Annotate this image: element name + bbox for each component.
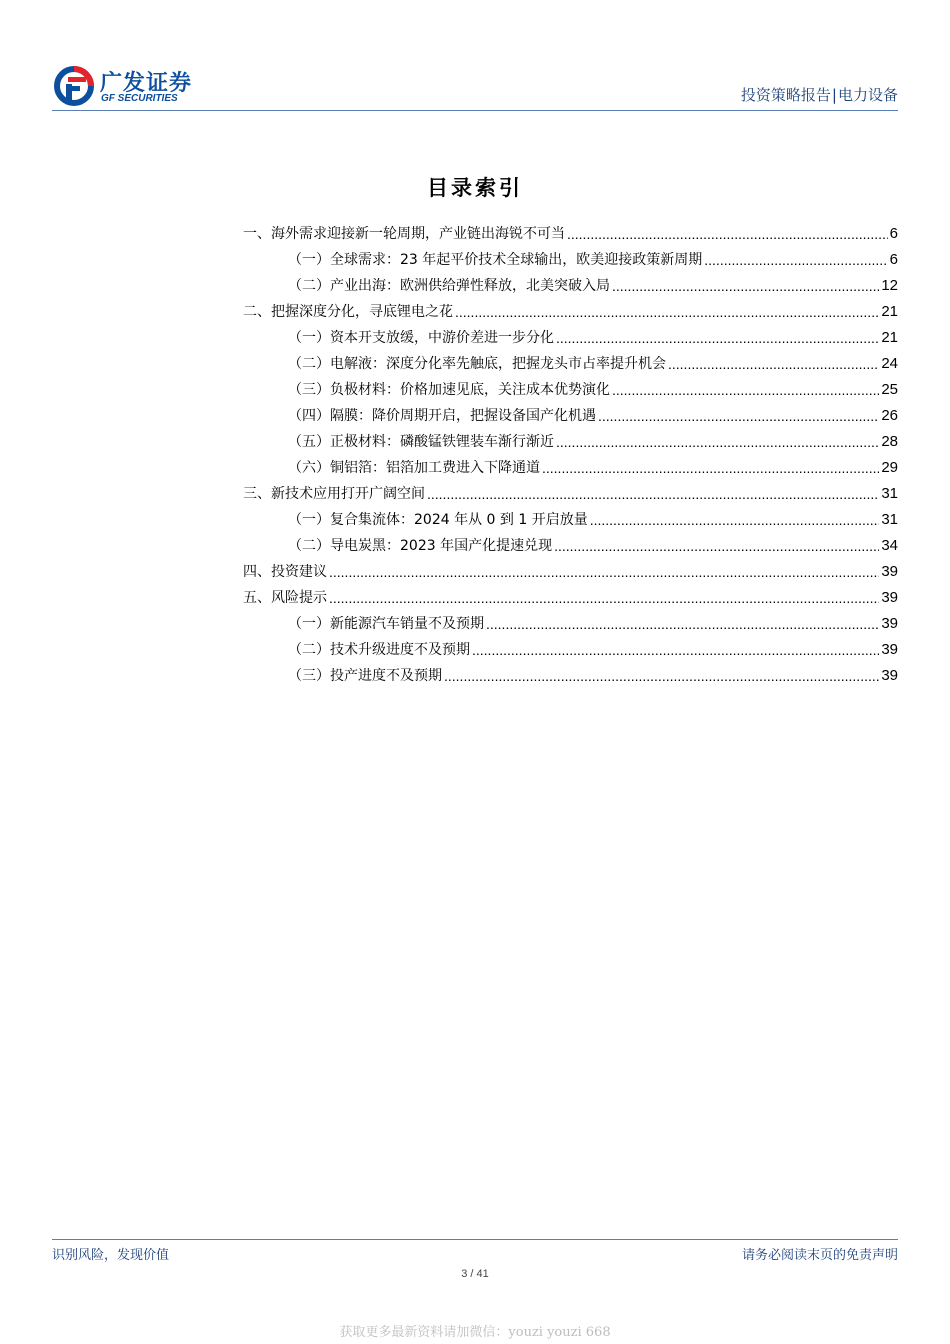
- toc-entry-page: 31: [881, 485, 898, 502]
- toc-entry-label: （六）铜铝箔：铝箔加工费进入下降通道: [288, 460, 540, 476]
- footer-slogan: 识别风险，发现价值: [52, 1248, 170, 1263]
- toc-dot-leader: [567, 225, 888, 243]
- toc-dot-leader: [554, 537, 879, 555]
- toc-entry[interactable]: [243, 269, 898, 295]
- toc-entry[interactable]: [243, 581, 898, 607]
- toc-entry-page: 12: [881, 277, 898, 294]
- toc-entry-label: （二）技术升级进度不及预期: [288, 642, 470, 658]
- toc-entry[interactable]: [243, 555, 898, 581]
- toc-dot-leader: [590, 511, 880, 529]
- toc-entry-page: 21: [881, 329, 898, 346]
- report-sector: 电力设备: [837, 86, 898, 104]
- toc-entry-label: （五）正极材料：磷酸锰铁锂装车渐行渐近: [288, 434, 554, 450]
- toc-entry[interactable]: [243, 373, 898, 399]
- toc-dot-leader: [668, 355, 879, 373]
- toc-entry-page: 39: [881, 589, 898, 606]
- toc-dot-leader: [486, 615, 879, 633]
- toc-dot-leader: [427, 485, 879, 503]
- toc-entry[interactable]: [243, 607, 898, 633]
- toc-entry-page: 31: [881, 511, 898, 528]
- toc-entry[interactable]: [243, 425, 898, 451]
- gf-logo-icon: [52, 64, 96, 108]
- logo-name: 广发证券: [100, 71, 193, 96]
- toc-entry-label: 一、海外需求迎接新一轮周期，产业链出海锐不可当: [243, 226, 565, 242]
- toc-dot-leader: [329, 563, 879, 581]
- toc-entry[interactable]: [243, 529, 898, 555]
- toc-entry-page: 6: [889, 251, 898, 268]
- toc-entry-label: （二）导电炭黑：2023 年国产化提速兑现: [288, 538, 553, 554]
- toc-entry-page: 24: [881, 355, 898, 372]
- toc-entry-page: 39: [881, 615, 898, 632]
- toc-dot-leader: [704, 251, 887, 269]
- toc-dot-leader: [542, 459, 879, 477]
- toc-entry-page: 39: [881, 667, 898, 684]
- report-type: 投资策略报告: [740, 86, 831, 104]
- toc-entry-page: 34: [881, 537, 898, 554]
- toc-entry-label: （二）产业出海：欧洲供给弹性释放，北美突破入局: [288, 278, 610, 294]
- toc-entry-page: 39: [881, 641, 898, 658]
- toc-dot-leader: [612, 277, 879, 295]
- toc-entry-label: （四）隔膜：降价周期开启，把握设备国产化机遇: [288, 408, 596, 424]
- report-category: [741, 84, 898, 105]
- toc-entry[interactable]: [243, 451, 898, 477]
- toc-entry[interactable]: [243, 477, 898, 503]
- footer-disclaimer-note: 请务必阅读末页的免责声明: [741, 1248, 898, 1263]
- toc-entry-label: 四、投资建议: [243, 564, 327, 580]
- toc-entry-label: （一）资本开支放缓，中游价差进一步分化: [288, 330, 554, 346]
- toc-dot-leader: [598, 407, 879, 425]
- toc-dot-leader: [612, 381, 879, 399]
- toc-entry[interactable]: [243, 295, 898, 321]
- toc-entry-page: 25: [881, 381, 898, 398]
- table-of-contents: [243, 217, 898, 685]
- toc-entry-page: 29: [881, 459, 898, 476]
- header-separator: |: [831, 86, 837, 104]
- logo-subtitle: GF SECURITIES: [101, 93, 178, 104]
- toc-entry-page: 6: [889, 225, 898, 242]
- toc-entry-page: 21: [881, 303, 898, 320]
- page-header: [52, 62, 898, 110]
- toc-dot-leader: [329, 589, 879, 607]
- header-divider: [52, 110, 898, 111]
- toc-entry-page: 28: [881, 433, 898, 450]
- toc-entry[interactable]: [243, 659, 898, 685]
- toc-entry-label: （一）全球需求：23 年起平价技术全球输出，欧美迎接政策新周期: [288, 252, 703, 268]
- toc-entry[interactable]: [243, 347, 898, 373]
- toc-entry-label: （一）复合集流体：2024 年从 0 到 1 开启放量: [288, 512, 588, 528]
- gf-securities-logo: [52, 64, 212, 110]
- toc-entry[interactable]: [243, 503, 898, 529]
- toc-entry-label: （一）新能源汽车销量不及预期: [288, 616, 484, 632]
- toc-entry-page: 26: [881, 407, 898, 424]
- toc-dot-leader: [472, 641, 879, 659]
- toc-entry[interactable]: [243, 399, 898, 425]
- toc-entry[interactable]: [243, 633, 898, 659]
- toc-entry-page: 39: [881, 563, 898, 580]
- toc-dot-leader: [556, 433, 879, 451]
- toc-entry[interactable]: [243, 321, 898, 347]
- toc-entry[interactable]: [243, 243, 898, 269]
- footer-divider: [52, 1239, 898, 1240]
- toc-entry[interactable]: [243, 217, 898, 243]
- toc-entry-label: （二）电解液：深度分化率先触底，把握龙头市占率提升机会: [288, 356, 666, 372]
- toc-entry-label: 三、新技术应用打开广阔空间: [243, 486, 425, 502]
- toc-entry-label: 五、风险提示: [243, 590, 327, 606]
- toc-entry-label: （三）投产进度不及预期: [288, 668, 442, 684]
- toc-title: 目录索引: [427, 175, 523, 200]
- toc-dot-leader: [444, 667, 879, 685]
- watermark-text: 获取更多最新资料请加微信：youzi youzi 668: [339, 1325, 611, 1340]
- page-number: 3 / 41: [461, 1268, 489, 1280]
- toc-entry-label: 二、把握深度分化，寻底锂电之花: [243, 304, 453, 320]
- toc-dot-leader: [455, 303, 879, 321]
- toc-dot-leader: [556, 329, 879, 347]
- toc-entry-label: （三）负极材料：价格加速见底，关注成本优势演化: [288, 382, 610, 398]
